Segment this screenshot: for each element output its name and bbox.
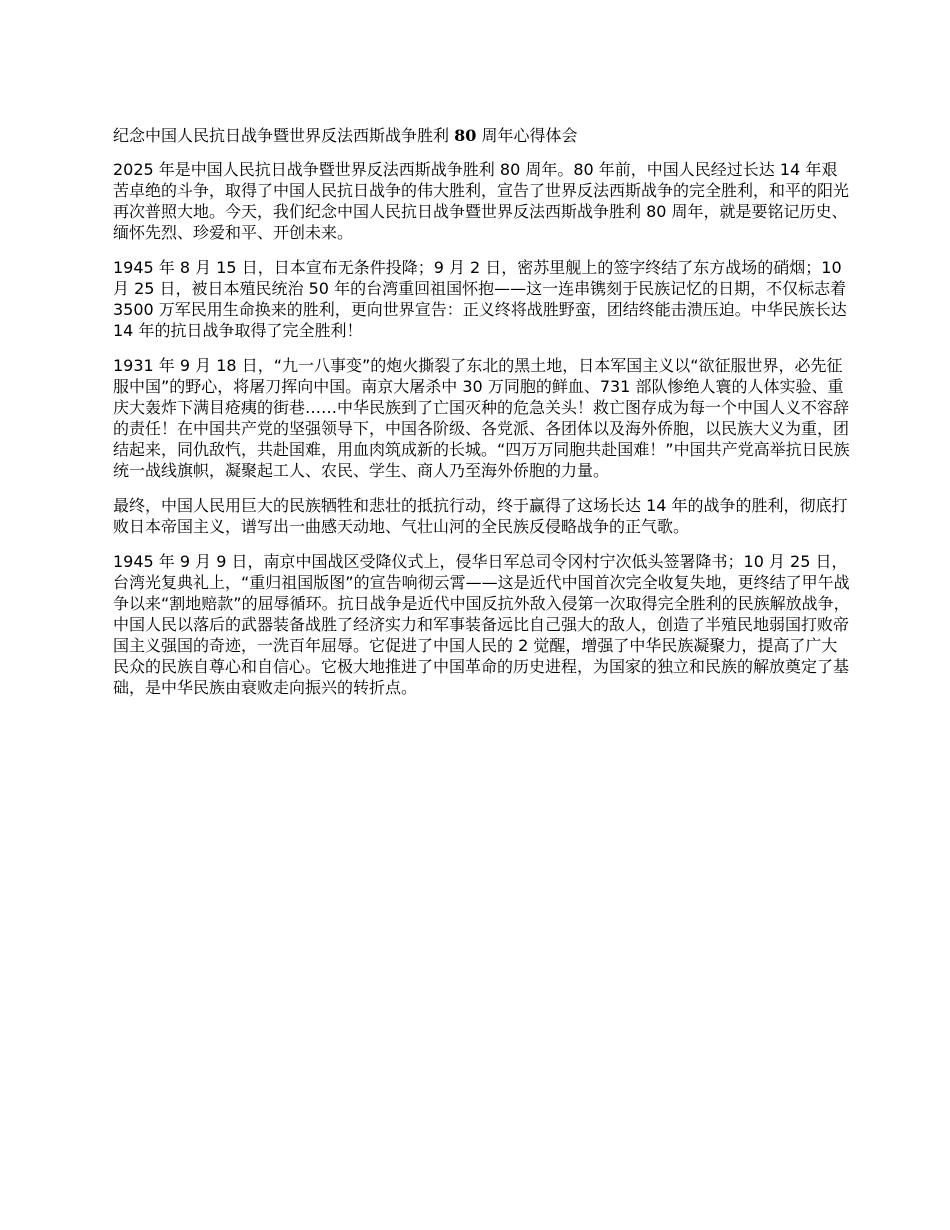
title-number: 80 xyxy=(454,126,477,145)
title-suffix: 周年心得体会 xyxy=(476,126,578,145)
paragraph-intro: 2025 年是中国人民抗日战争暨世界反法西斯战争胜利 80 周年。80 年前，中国人民经过长达 14 年艰苦卓绝的斗争，取得了中国人民抗日战争的伟大胜利，宣告了世界反法西斯战争的完全胜利，和平的阳光再次普照大地。今天，我们纪念中国人民抗日战争暨世界反法西斯战争胜利 80 周年，就是要铭记历史、缅怀先烈、珍爱和平、开创未来。 xyxy=(113,160,850,242)
paragraph-surrender-dates: 1945 年 8 月 15 日，日本宣布无条件投降；9 月 2 日，密苏里舰上的签字终结了东方战场的硝烟；10 月 25 日，被日本殖民统治 50 年的台湾重回祖国怀抱——这一连串镌刻于民族记忆的日期，不仅标志着 3500 万军民用生命换来的胜利，更向世界宣告：正义终将战胜野蛮，团结终能击溃压迫。中华民族长达 14 年的抗日战争取得了完全胜利！ xyxy=(113,258,847,340)
document-page xyxy=(113,125,853,712)
document-title xyxy=(113,125,853,147)
paragraph-victory: 最终，中国人民用巨大的民族牺牲和悲壮的抵抗行动，终于赢得了这场长达 14 年的战争的胜利，彻底打败日本帝国主义，谱写出一曲感天动地、气壮山河的全民族反侵略战争的正气歌。 xyxy=(113,496,848,536)
title-prefix: 纪念中国人民抗日战争暨世界反法西斯战争胜利 xyxy=(113,126,455,145)
paragraph-invasion-history: 1931 年 9 月 18 日，“九一八事变”的炮火撕裂了东北的黑土地，日本军国主义以“欲征服世界，必先征服中国”的野心，将屠刀挥向中国。南京大屠杀中 30 万同胞的鲜血、731 部队惨绝人寰的人体实验、重庆大轰炸下满目疮痍的街巷……中华民族到了亡国灭种的危急关头！救亡图存成为每一个中国人义不容辞的责任！在中国共产党的坚强领导下，中国各阶级、各党派、各团体以及海外侨胞，以民族大义为重，团结起来，同仇敌忾，共赴国难，用血肉筑成新的长城。“四万万同胞共赴国难！”中国共产党高举抗日民族统一战线旗帜，凝聚起工人、农民、学生、商人乃至海外侨胞的力量。 xyxy=(113,356,850,480)
paragraph-significance: 1945 年 9 月 9 日，南京中国战区受降仪式上，侵华日军总司令冈村宁次低头签署降书；10 月 25 日，台湾光复典礼上，“重归祖国版图”的宣告响彻云霄——这是近代中国首次完全收复失地，更终结了甲午战争以来“割地赔款”的屈辱循环。抗日战争是近代中国反抗外敌入侵第一次取得完全胜利的民族解放战争，中国人民以落后的武器装备战胜了经济实力和军事装备远比自己强大的敌人，创造了半殖民地弱国打败帝国主义强国的奇迹，一洗百年屈辱。它促进了中国人民的 2 觉醒，增强了中华民族凝聚力，提高了广大民众的民族自尊心和自信心。它极大地推进了中国革命的历史进程，为国家的独立和民族的解放奠定了基础，是中华民族由衰败走向振兴的转折点。 xyxy=(113,552,850,697)
